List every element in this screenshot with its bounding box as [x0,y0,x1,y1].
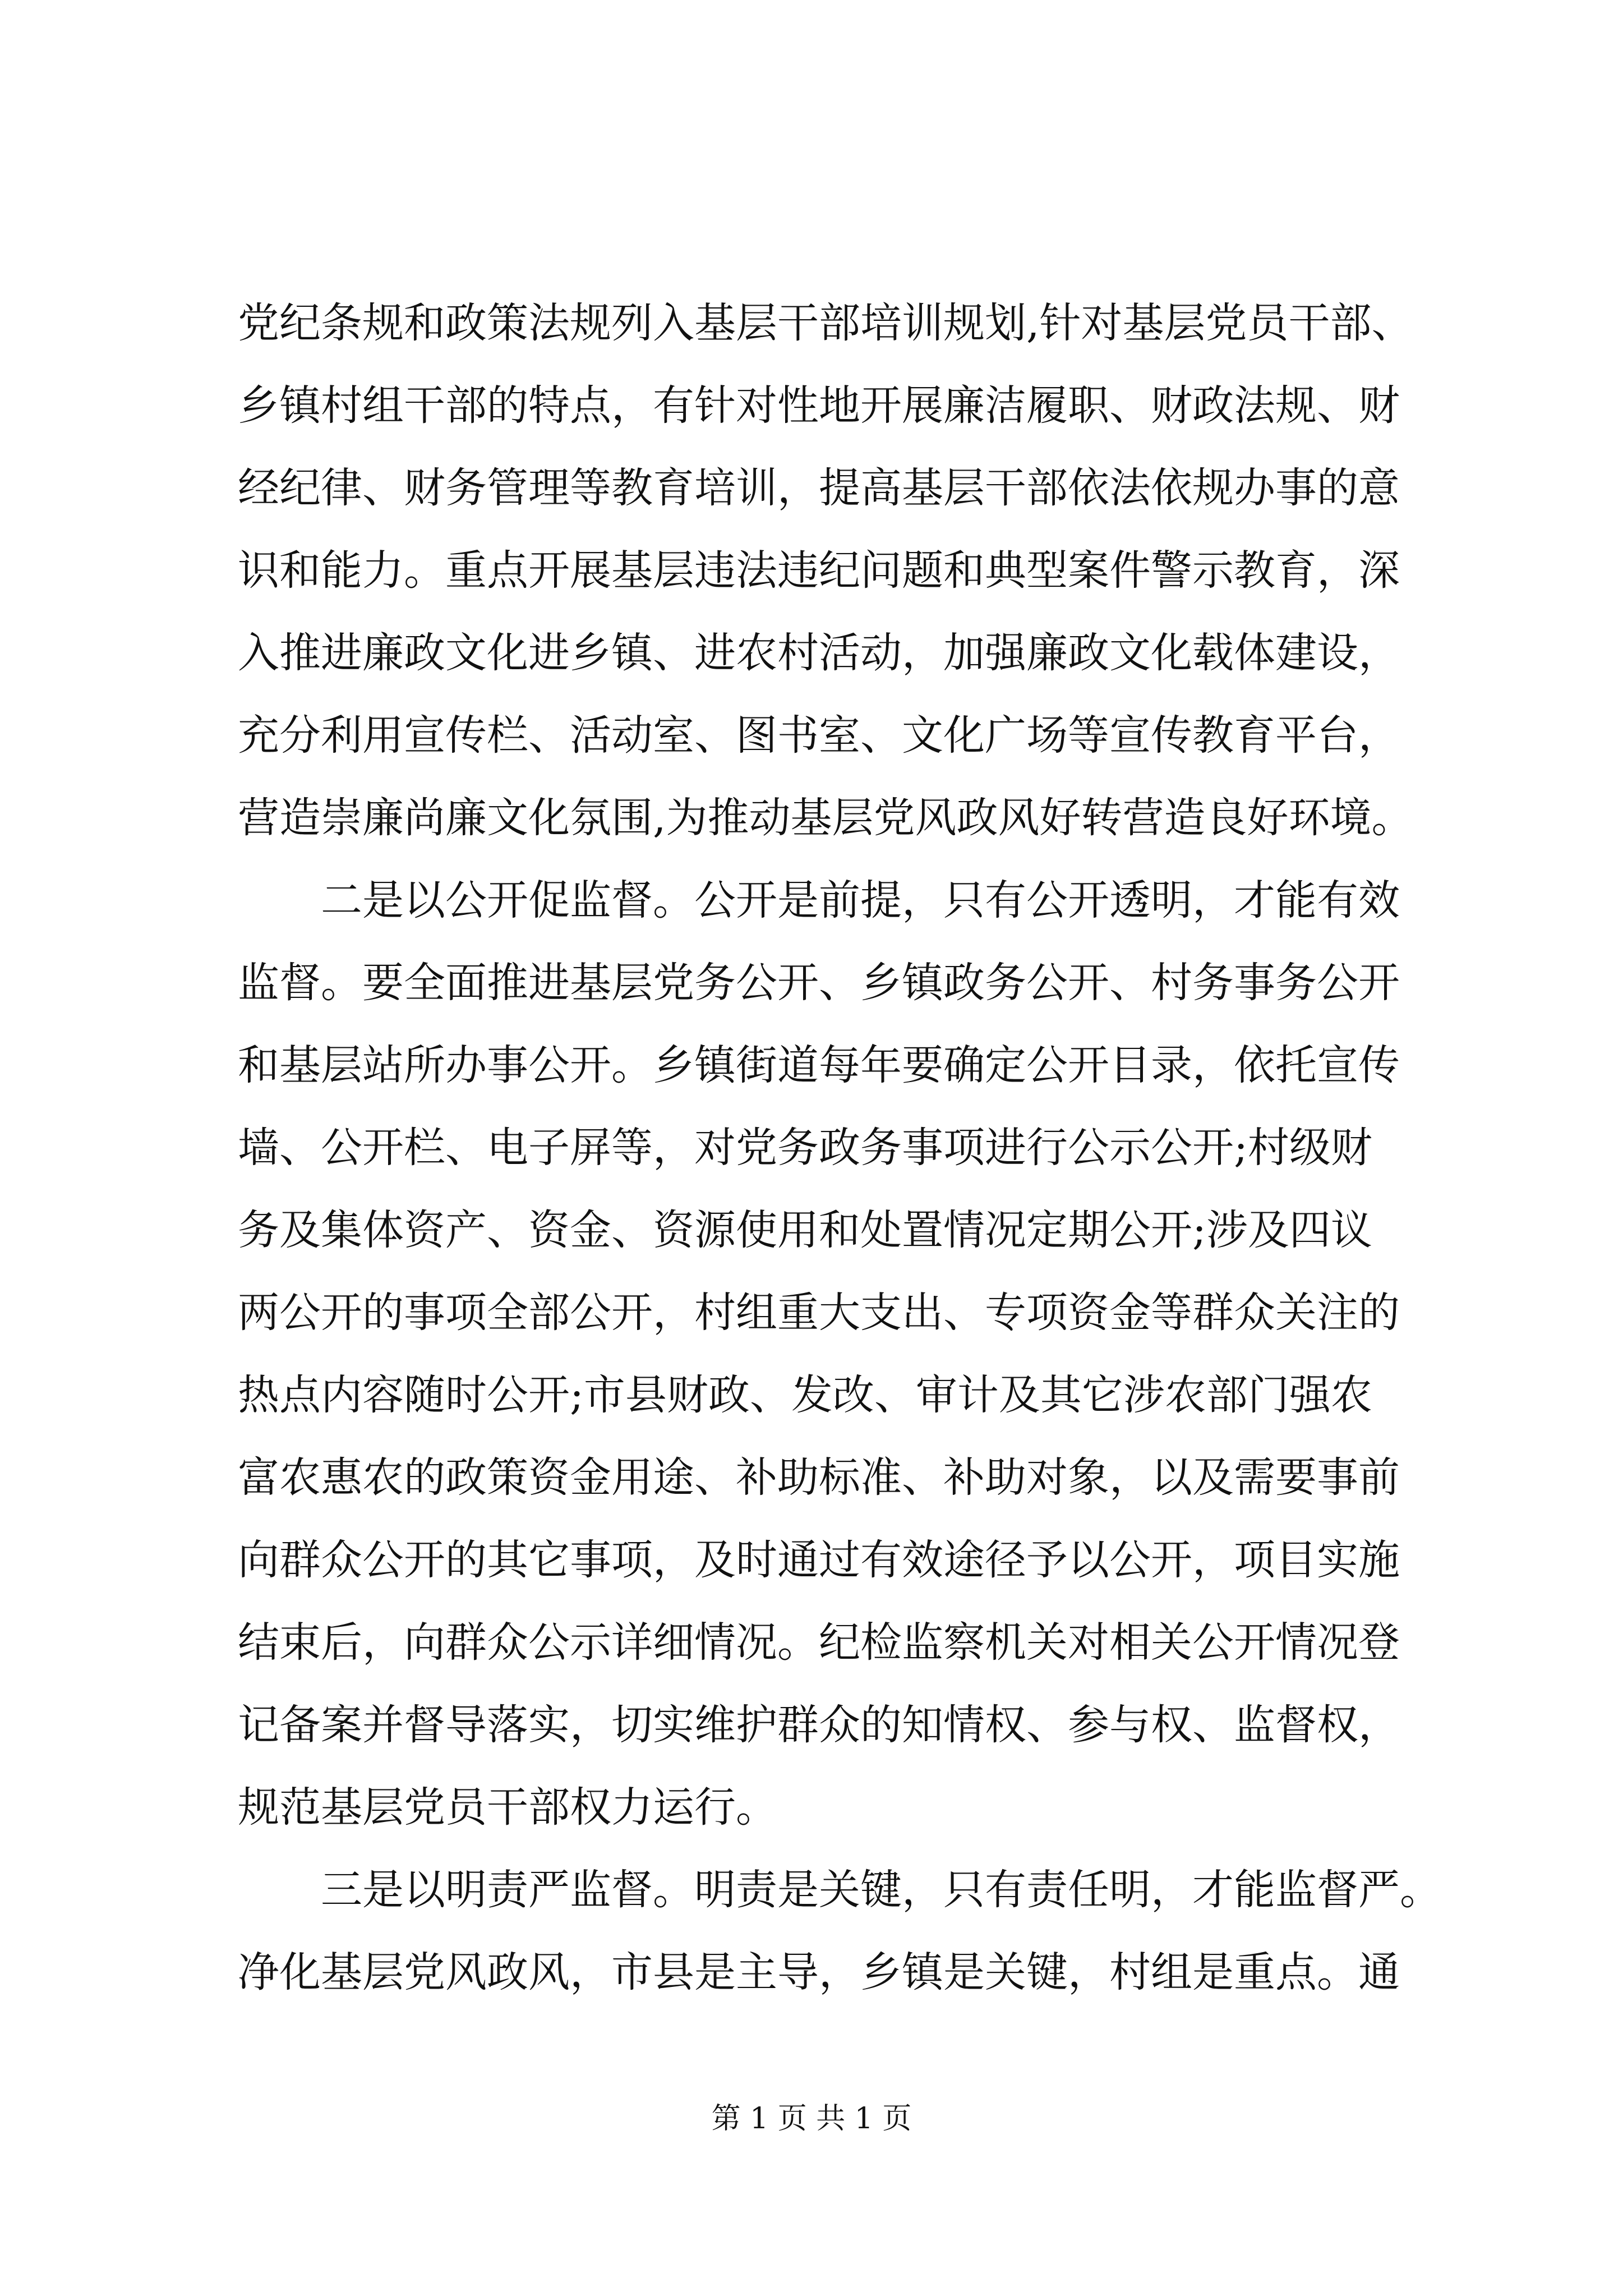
text-line: 两公开的事项全部公开，村组重大支出、专项资金等群众关注的 [238,1289,1400,1337]
text-line: 净化基层党风政风，市县是主导，乡镇是关键，村组是重点。通 [238,1948,1400,1996]
text-line: 党纪条规和政策法规列入基层干部培训规划,针对基层党员干部、 [238,299,1413,347]
text-line: 记备案并督导落实，切实维护群众的知情权、参与权、监督权， [238,1701,1400,1749]
text-line: 墙、公开栏、电子屏等，对党务政务事项进行公示公开;村级财 [238,1124,1372,1172]
document-body [238,282,1483,2014]
text-line: 入推进廉政文化进乡镇、进农村活动，加强廉政文化载体建设， [238,629,1400,677]
text-line: 向群众公开的其它事项，及时通过有效途径予以公开，项目实施 [238,1536,1400,1584]
text-line: 监督。要全面推进基层党务公开、乡镇政务公开、村务事务公开 [238,959,1400,1007]
paragraph-start-line: 三是以明责严监督。明责是关键，只有责任明，才能监督严。 [321,1866,1441,1914]
text-line: 结束后，向群众公示详细情况。纪检监察机关对相关公开情况登 [238,1618,1400,1667]
text-line: 热点内容随时公开;市县财政、发改、审计及其它涉农部门强农 [238,1371,1372,1419]
text-line: 务及集体资产、资金、资源使用和处置情况定期公开;涉及四议 [238,1206,1372,1254]
text-line: 识和能力。重点开展基层违法违纪问题和典型案件警示教育，深 [238,546,1400,595]
text-line: 充分利用宣传栏、活动室、图书室、文化广场等宣传教育平台， [238,711,1400,760]
text-line: 和基层站所办事公开。乡镇街道每年要确定公开目录，依托宣传 [238,1041,1400,1089]
text-line: 富农惠农的政策资金用途、补助标准、补助对象，以及需要事前 [238,1453,1400,1502]
text-line: 规范基层党员干部权力运行。 [238,1783,777,1832]
page-footer: 第 1 页 共 1 页 [711,2102,912,2136]
paragraph-start-line: 二是以公开促监督。公开是前提，只有公开透明，才能有效 [321,876,1400,924]
text-line: 营造崇廉尚廉文化氛围,为推动基层党风政风好转营造良好环境。 [238,794,1413,842]
text-line: 经纪律、财务管理等教育培训，提高基层干部依法依规办事的意 [238,464,1400,512]
text-line: 乡镇村组干部的特点，有针对性地开展廉洁履职、财政法规、财 [238,381,1400,430]
